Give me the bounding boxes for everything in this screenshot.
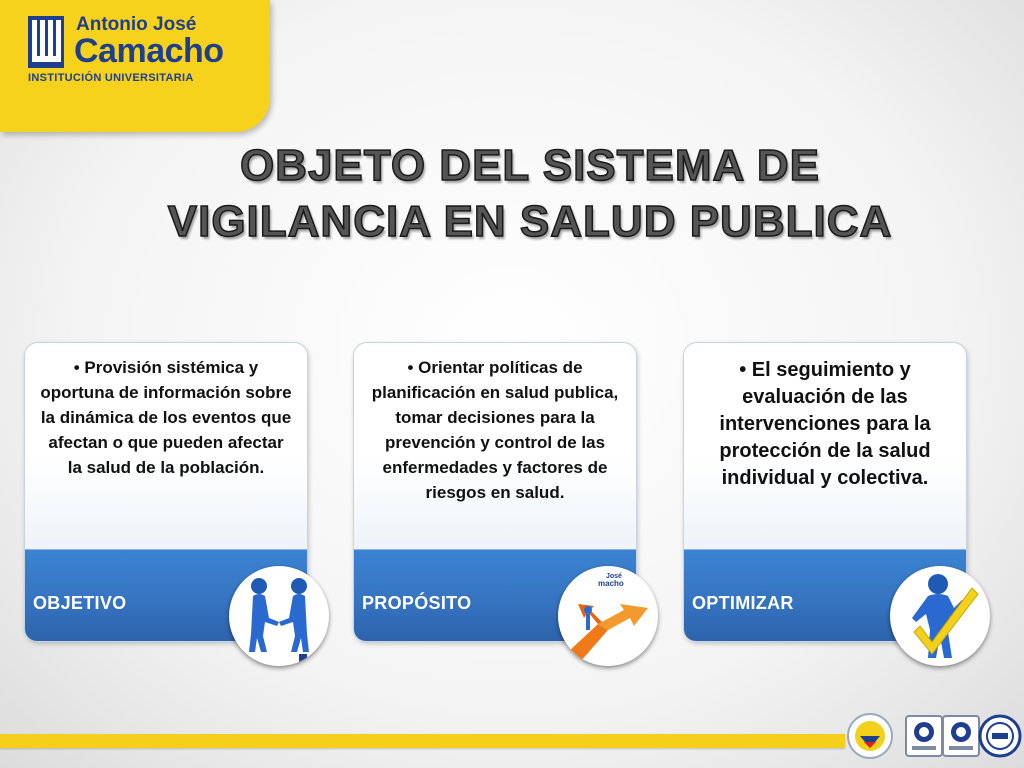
footer-bar xyxy=(0,734,845,748)
svg-text:José: José xyxy=(606,573,622,580)
card-label: OBJETIVO xyxy=(33,593,127,613)
svg-text:macho: macho xyxy=(598,579,624,588)
institution-logo xyxy=(0,0,270,132)
figure-checkmark-icon xyxy=(890,566,990,666)
card-body xyxy=(684,343,966,551)
card-label: PROPÓSITO xyxy=(362,593,472,613)
card-body xyxy=(25,343,307,551)
slide-title-line-2: VIGILANCIA EN SALUD PUBLICA xyxy=(167,196,893,246)
crossroads-arrows-icon xyxy=(558,566,658,666)
card-description: • El seguimiento y evaluación de las intervenciones para la protección de la salud individual y colectiva. xyxy=(719,359,931,489)
card-description: • Provisión sistémica y oportuna de información sobre la dinámica de los eventos que afectan o que pueden afectar la salud de la población. xyxy=(40,358,292,477)
card-description: • Orientar políticas de planificación en salud publica, tomar decisiones para la prevención y control de las enfermedades y factores de riesgos en salud. xyxy=(371,358,619,502)
logo-name-last: Camacho xyxy=(74,32,224,70)
card-label: OPTIMIZAR xyxy=(692,593,794,613)
logo-subtitle: INSTITUCIÓN UNIVERSITARIA xyxy=(28,72,194,84)
colombia-seal-icon xyxy=(846,712,894,760)
university-shield-icon xyxy=(26,14,66,70)
handshake-figures-icon xyxy=(229,566,329,666)
slide-title xyxy=(60,138,1000,250)
logo-name-first: Antonio José xyxy=(76,14,197,35)
iqnet-certification-icon xyxy=(976,712,1024,760)
slide-title-line-1: OBJETO DEL SISTEMA DE xyxy=(239,141,821,190)
card-body xyxy=(354,343,636,551)
